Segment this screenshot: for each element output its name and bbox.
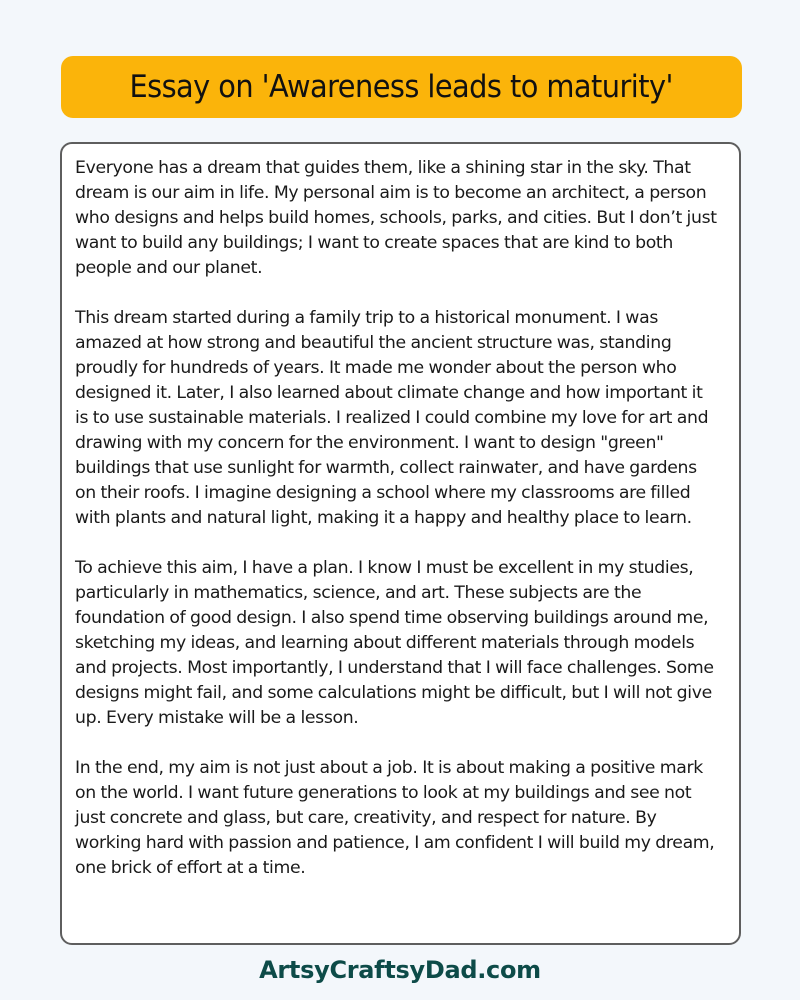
essay-paragraph-4: In the end, my aim is not just about a job. It is about making a positive mark on the world. I want future generations to look at my buildings and see not just concrete and glass, but care, creativity, and respect for nature. By working hard with passion and patience, I am confident I will build my dream, one brick of effort at a time. [75, 758, 715, 878]
essay-text-box [60, 142, 741, 945]
essay-paragraph-3: To achieve this aim, I have a plan. I know I must be excellent in my studies, particularly in mathematics, science, and art. These subjects are the foundation of good design. I also spend time observing buildings around me, sketching my ideas, and learning about different materials through models and projects. Most importantly, I understand that I will face challenges. Some designs might fail, and some calculations might be difficult, but I will not give up. Every mistake will be a lesson. [75, 558, 714, 728]
title-banner [61, 56, 742, 118]
essay-paragraph-1: Everyone has a dream that guides them, like a shining star in the sky. That dream is our aim in life. My personal aim is to become an architect, a person who designs and helps build homes, schools, parks, and cities. But I don’t just want to build any buildings; I want to create spaces that are kind to both people and our planet. [75, 158, 717, 278]
essay-paragraph-2: This dream started during a family trip to a historical monument. I was amazed at how strong and beautiful the ancient structure was, standing proudly for hundreds of years. It made me wonder about the person who designed it. Later, I also learned about climate change and how important it is to use sustainable materials. I realized I could combine my love for art and drawing with my concern for the environment. I want to design "green" buildings that use sunlight for warmth, collect rainwater, and have gardens on their roofs. I imagine designing a school where my classrooms are filled with plants and natural light, making it a happy and healthy place to learn. [75, 308, 709, 528]
footer-brand-watermark: ArtsyCraftsyDad.com [259, 956, 541, 984]
page-title: Essay on 'Awareness leads to maturity' [129, 69, 674, 105]
